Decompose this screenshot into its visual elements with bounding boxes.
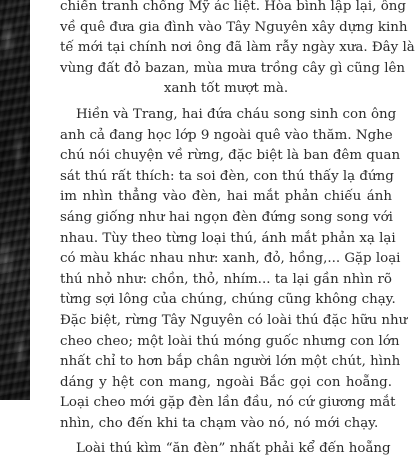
text-line: Hiền và Trang, hai đứa cháu song sinh con ông [76,106,397,122]
text-line: thú nhỏ như: chồn, thỏ, nhím... ta lại gần nhìn rõ [60,271,392,287]
text-line: chú nói chuyện về rừng, đặc biệt là ban đêm quan [60,148,401,164]
text-line: xanh tốt mượt mà. [163,81,289,97]
text-line: Đặc biệt, rừng Tây Nguyên có loài thú đặc hữu như [60,312,408,328]
text-line: sáng giống như hai ngọn đèn đứng song song với [60,209,393,225]
text-line: tế mới tại chính nơi ông đã làm rẫy ngày xưa. Đây là [60,40,415,56]
text-line: về quê đưa gia đình vào Tây Nguyên xây dựng kinh [60,19,408,35]
text-line: anh cả đang học lớp 9 ngoài quê vào thăm. Nghe [60,127,393,143]
text-line: nhìn, cho đến khi ta chạm vào nó, nó mới chạy. [60,415,379,431]
text-line: chiến tranh chống Mỹ ác liệt. Hòa bình lập lại, ông [60,0,406,14]
text-line: nhất chỉ to hơn bắp chân người lớn một chút, hình [60,354,401,370]
left-edge-photo [0,0,30,400]
paragraph-1 [60,0,415,100]
text-line: im nhìn thẳng vào đèn, hai mắt phản chiếu ánh [60,189,392,205]
paragraph-2 [60,105,408,435]
text-line: sát thú rất thích: ta soi đèn, con thú thấy lạ đứng [60,168,394,184]
text-line: Loài thú kìm “ăn đèn” nhất phải kể đến hoẵng [76,441,391,457]
text-line: nhau. Tùy theo từng loại thú, ánh mắt phản xạ lại [60,230,396,246]
text-line: Loại cheo mới gặp đèn lần đầu, nó cứ giương mắt [60,395,396,411]
text-line: cheo cheo; một loài thú móng guốc nhưng con lớn [60,333,400,349]
text-line: dáng y hệt con mang, ngoài Bắc gọi con hoẵng. [60,374,392,390]
text-line: từng sợi lông của chúng, chúng cũng không chạy. [60,292,396,308]
paragraph-3 [60,439,392,460]
text-line: có màu khác nhau như: xanh, đỏ, hồng,... Gặp loại [60,251,401,267]
body-text [60,0,415,460]
text-line: vùng đất đỏ bazan, mùa mưa trồng cây gì cũng lên [60,60,406,76]
